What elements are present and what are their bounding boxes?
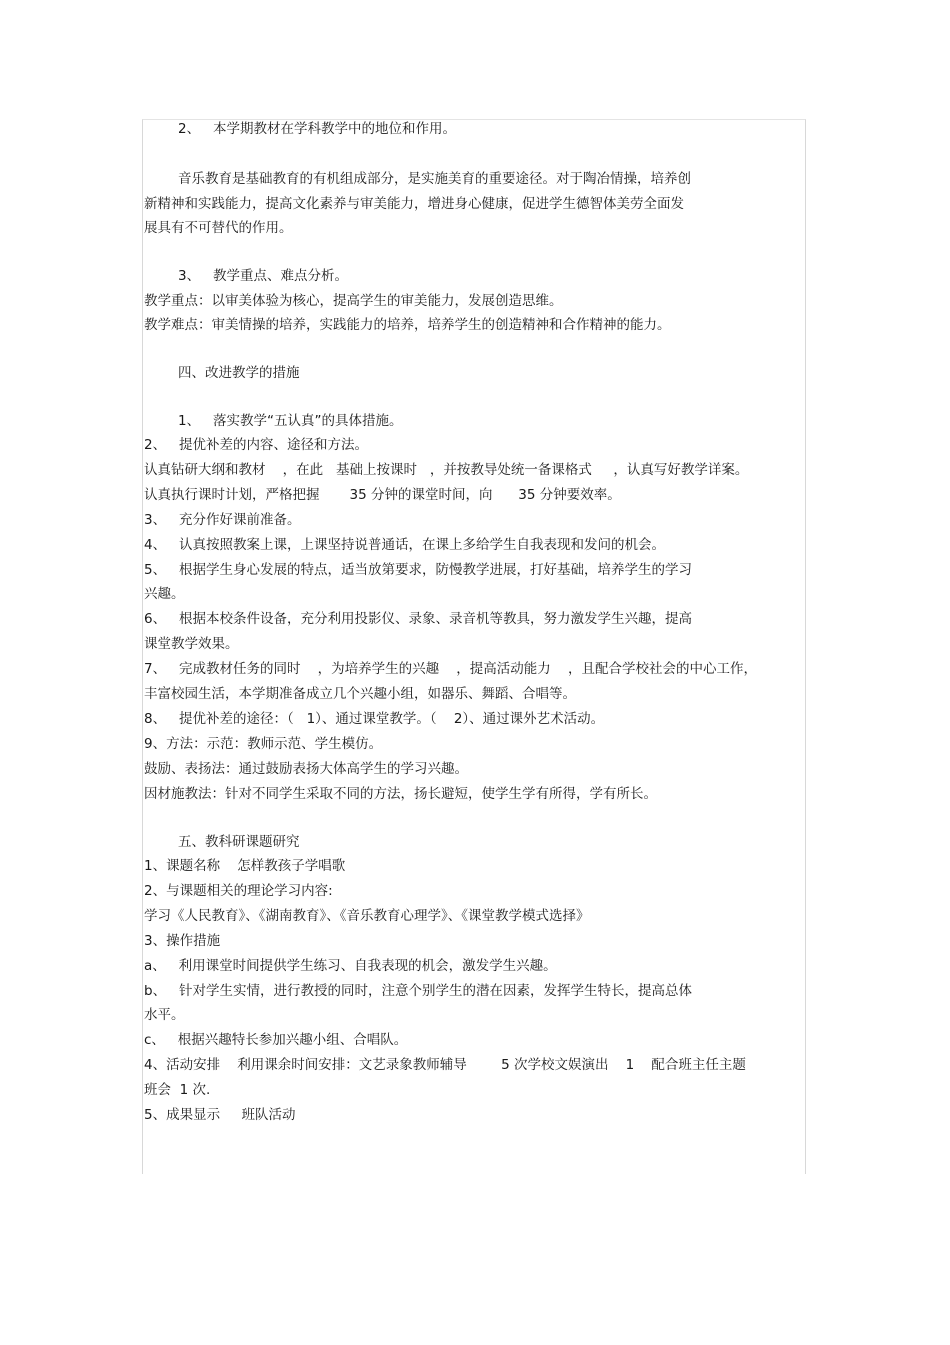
text-line: 1、课题名称 怎样教孩子学唱歌: [144, 858, 346, 874]
text-line: 5、 根据学生身心发展的特点，适当放第要求，防慢教学进展，打好基础，培养学生的学习: [144, 562, 692, 578]
text-line: 9、方法：示范：教师示范、学生模仿。: [144, 736, 383, 752]
text-line: 认真执行课时计划，严格把握 35 分钟的课堂时间，向 35 分钟要效率。: [144, 487, 621, 503]
text-line: 学习《人民教育》、《湖南教育》、《音乐教育心理学》、《课堂教学模式选择》: [144, 908, 590, 924]
text-line: 认真钻研大纲和教材 ，在此 基础上按课时 ，并按教导处统一备课格式 ，认真写好教学详案。: [144, 462, 749, 478]
text-line: 4、 认真按照教案上课，上课坚持说普通话，在课上多给学生自我表现和发问的机会。: [144, 537, 665, 553]
text-line: 丰富校园生活，本学期准备成立几个兴趣小组，如器乐、舞蹈、合唱等。: [144, 686, 576, 702]
text-line: 1、 落实教学“五认真”的具体措施。: [178, 413, 403, 429]
text-line: 5、成果显示 班队活动: [144, 1107, 296, 1123]
text-line: 3、 教学重点、难点分析。: [178, 268, 348, 284]
text-line: a、 利用课堂时间提供学生练习、自我表现的机会，激发学生兴趣。: [144, 958, 557, 974]
text-line: 7、 完成教材任务的同时 ，为培养学生的兴趣 ，提高活动能力 ，且配合学校社会的中心工作，: [144, 661, 757, 677]
text-line: 新精神和实践能力，提高文化素养与审美能力，增进身心健康，促进学生德智体美劳全面发: [144, 196, 684, 212]
text-line: 3、 充分作好课前准备。: [144, 512, 301, 528]
text-line: 教学难点：审美情操的培养，实践能力的培养，培养学生的创造精神和合作精神的能力。: [144, 317, 671, 333]
text-line: c、 根据兴趣特长参加兴趣小组、合唱队。: [144, 1032, 408, 1048]
text-line: 2、 本学期教材在学科教学中的地位和作用。: [178, 121, 456, 137]
text-line: 兴趣。: [144, 586, 185, 602]
text-line: 教学重点：以审美体验为核心，提高学生的审美能力，发展创造思维。: [144, 293, 563, 309]
text-line: 鼓励、表扬法：通过鼓励表扬大体高学生的学习兴趣。: [144, 761, 468, 777]
text-line: 班会 1 次.: [144, 1082, 211, 1098]
text-line: 3、操作措施: [144, 933, 221, 949]
text-line: 2、与课题相关的理论学习内容:: [144, 883, 333, 899]
section-heading: 五、教科研课题研究: [178, 834, 300, 850]
text-line: 6、 根据本校条件设备，充分利用投影仪、录象、录音机等教具，努力激发学生兴趣，提高: [144, 611, 692, 627]
text-line: 4、活动安排 利用课余时间安排：文艺录象教师辅导 5 次学校文娱演出 1 配合班主任主题: [144, 1057, 746, 1073]
text-line: b、 针对学生实情，进行教授的同时，注意个别学生的潜在因素，发挥学生特长，提高总体: [144, 983, 692, 999]
text-line: 课堂教学效果。: [144, 636, 239, 652]
text-line: 水平。: [144, 1007, 185, 1023]
text-line: 因材施教法：针对不同学生采取不同的方法，扬长避短，使学生学有所得，学有所长。: [144, 786, 657, 802]
text-line: 2、 提优补差的内容、途径和方法。: [144, 437, 368, 453]
text-line: 展具有不可替代的作用。: [144, 220, 293, 236]
text-line: 8、 提优补差的途径：（ 1）、通过课堂教学。（ 2）、通过课外艺术活动。: [144, 711, 605, 727]
text-line: 音乐教育是基础教育的有机组成部分，是实施美育的重要途径。对于陶冶情操，培养创: [178, 171, 691, 187]
section-heading: 四、改进教学的措施: [178, 365, 300, 381]
